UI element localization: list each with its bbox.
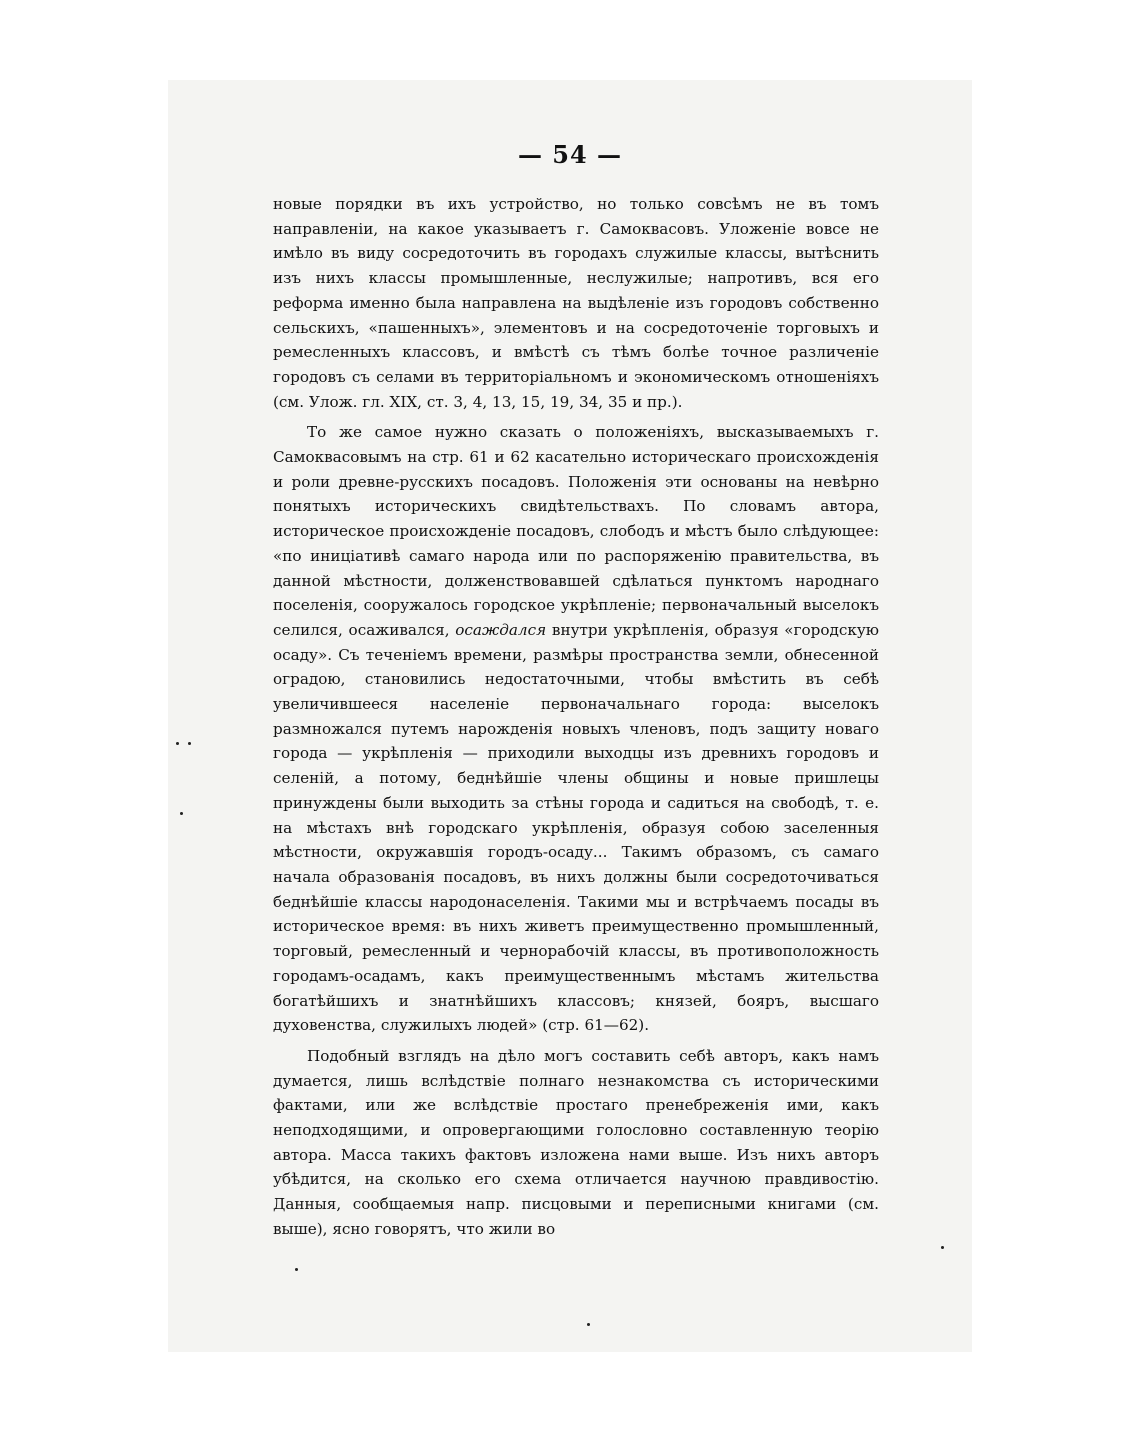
page-number: — 54 —: [517, 140, 623, 169]
scan-speck: [941, 1246, 944, 1249]
scan-speck: [295, 1268, 298, 1271]
paragraph-1: новые порядки въ ихъ устройство, но только совсѣмъ не въ томъ направленіи, на какое указываетъ г. Самоквасовъ. Уложеніе вовсе не имѣло въ виду сосредоточить въ городахъ служилые классы, вытѣснить изъ нихъ классы промышленные, неслужилые; напротивъ, вся его реформа именно была направлена на выдѣленіе изъ городовъ собственно сельскихъ, «пашенныхъ», элементовъ и на сосредоточеніе торговыхъ и ремесленныхъ классовъ, и вмѣстѣ съ тѣмъ болѣе точное различеніе городовъ съ селами въ территоріальномъ и экономическомъ отношеніяхъ (см. Улож. гл. XIX, ст. 3, 4, 13, 15, 19, 34, 35 и пр.).: [273, 195, 879, 411]
scan-speck: [176, 742, 179, 745]
scan-speck: [188, 742, 191, 745]
paragraph-2: [273, 420, 879, 1038]
italic-word: осаждался: [455, 620, 547, 639]
page-body: [273, 192, 879, 1248]
paragraph-2-part-1: То же самое нужно сказать о положеніяхъ, высказываемыхъ г. Самоквасовымъ на стр. 61 и 62 касательно историческаго происхожденія и роли древне-русскихъ посадовъ. Положенія эти основаны на невѣрно понятыхъ историческихъ свидѣтельствахъ. По словамъ автора, историческое происхожденіе посадовъ, слободъ и мѣстъ было слѣдующее: «по иниціативѣ самаго народа или по распоряженію правительства, въ данной мѣстности, долженствовавшей сдѣлаться пунктомъ народнаго поселенія, сооружалось городское укрѣпленіе; первоначальный выселокъ селился, осаживался,: [273, 423, 879, 639]
scan-speck: [180, 812, 183, 815]
paragraph-3: Подобный взглядъ на дѣло могъ составить себѣ авторъ, какъ намъ думается, лишь вслѣдствіе полнаго незнакомства съ историческими фактами, или же вслѣдствіе простаго пренебреженія ими, какъ неподходящими, и опровергающими голословно составленную теорію автора. Масса такихъ фактовъ изложена нами выше. Изъ нихъ авторъ убѣдится, на сколько его схема отличается научною правдивостію. Данныя, сообщаемыя напр. писцовыми и переписными книгами (см. выше), ясно говорятъ, что жили во: [273, 1046, 879, 1238]
paragraph-2-part-2: внутри укрѣпленія, образуя «городскую осаду». Съ теченіемъ времени, размѣры пространства земли, обнесенной оградою, становились недостаточными, чтобы вмѣстить въ себѣ увеличившееся населеніе первоначальнаго города: выселокъ размножался путемъ нарожденія новыхъ членовъ, подъ защиту новаго города — укрѣпленія — приходили выходцы изъ древнихъ городовъ и селеній, а потому, беднѣйшіе члены общины и новые пришлецы принуждены были выходить за стѣны города и садиться на свободѣ, т. е. на мѣстахъ внѣ городскаго укрѣпленія, образуя собою заселенныя мѣстности, окружавшія городъ-осаду... Такимъ образомъ, съ самаго начала образованія посадовъ, въ нихъ должны были сосредоточиваться беднѣйшіе классы народонаселенія. Такими мы и встрѣчаемъ посады въ историческое время: въ нихъ живетъ преимущественно промышленный, торговый, ремесленный и чернорабочій классы, въ противоположность городамъ-осадамъ, какъ преимущественнымъ мѣстамъ жительства богатѣйшихъ и знатнѣйшихъ классовъ; князей, бояръ, высшаго духовенства, служилыхъ людей» (стр. 61—62).: [273, 620, 880, 1035]
scan-speck: [587, 1323, 590, 1326]
